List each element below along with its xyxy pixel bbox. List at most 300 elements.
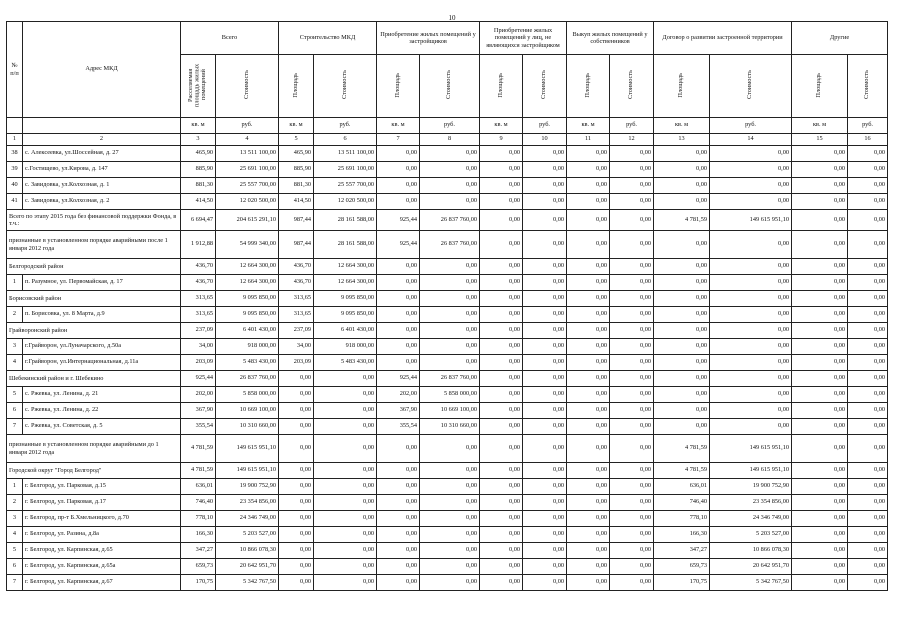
column-number: 16 (848, 134, 888, 146)
cost-cell: 0,00 (314, 463, 377, 479)
cost-cell: 0,00 (610, 575, 654, 591)
cost-cell: 0,00 (848, 511, 888, 527)
area-cell: 313,65 (279, 291, 314, 307)
area-cell: 313,65 (181, 291, 216, 307)
cost-cell: 0,00 (420, 323, 480, 339)
area-cell: 0,00 (654, 419, 710, 435)
cost-cell: 0,00 (610, 435, 654, 463)
cost-cell: 5 203 527,00 (710, 527, 792, 543)
area-cell: 170,75 (181, 575, 216, 591)
table-row (7, 355, 888, 371)
cost-cell: 0,00 (848, 479, 888, 495)
table-row (7, 559, 888, 575)
row-number: 39 (7, 162, 23, 178)
subheader-cost: Стоимость (420, 55, 480, 118)
unit-rub: руб. (314, 118, 377, 134)
cost-cell: 24 346 749,00 (710, 511, 792, 527)
cost-cell: 0,00 (610, 403, 654, 419)
area-cell: 0,00 (377, 435, 420, 463)
cost-cell: 0,00 (314, 387, 377, 403)
area-cell: 881,30 (279, 178, 314, 194)
area-cell: 0,00 (792, 463, 848, 479)
area-cell: 0,00 (654, 291, 710, 307)
unit-area: кв. м (181, 118, 216, 134)
cost-cell: 12 664 300,00 (314, 275, 377, 291)
area-cell: 0,00 (567, 194, 610, 210)
area-cell: 885,90 (279, 162, 314, 178)
area-cell: 203,09 (279, 355, 314, 371)
cost-cell: 5 483 430,00 (216, 355, 279, 371)
table-row (7, 275, 888, 291)
cost-cell: 0,00 (420, 435, 480, 463)
address-cell: с. Ржевка, ул. Ленина, д. 21 (23, 387, 181, 403)
address-cell: с. Завидовка, ул.Колхозная, д. 2 (23, 194, 181, 210)
cost-cell: 0,00 (848, 371, 888, 387)
area-cell: 0,00 (567, 575, 610, 591)
cost-cell: 0,00 (523, 146, 567, 162)
area-cell: 925,44 (377, 231, 420, 259)
area-cell: 0,00 (654, 307, 710, 323)
area-cell: 0,00 (480, 419, 523, 435)
cost-cell: 0,00 (523, 323, 567, 339)
area-cell: 0,00 (480, 259, 523, 275)
area-cell: 0,00 (279, 435, 314, 463)
cost-cell: 0,00 (314, 527, 377, 543)
cost-cell: 0,00 (610, 231, 654, 259)
area-cell: 0,00 (377, 307, 420, 323)
table-row (7, 419, 888, 435)
cost-cell: 0,00 (710, 419, 792, 435)
area-cell: 778,10 (654, 511, 710, 527)
cost-cell: 5 858 000,00 (420, 387, 480, 403)
cost-cell: 0,00 (314, 371, 377, 387)
area-cell: 0,00 (377, 511, 420, 527)
area-cell: 0,00 (279, 371, 314, 387)
row-number: 7 (7, 419, 23, 435)
area-cell: 0,00 (792, 575, 848, 591)
area-cell: 0,00 (567, 479, 610, 495)
address-cell: с.Гостищево, ул.Кирова, д. 147 (23, 162, 181, 178)
cost-cell: 0,00 (523, 371, 567, 387)
area-cell: 202,00 (377, 387, 420, 403)
address-cell: п. Борисовка, ул. 8 Марта, д.9 (23, 307, 181, 323)
column-number: 11 (567, 134, 610, 146)
cost-cell: 0,00 (523, 210, 567, 231)
cost-cell: 0,00 (610, 371, 654, 387)
cost-cell: 24 346 749,00 (216, 511, 279, 527)
section-label: Шебекинский район и г. Шебекино (7, 371, 181, 387)
cost-cell: 0,00 (610, 495, 654, 511)
area-cell: 0,00 (279, 387, 314, 403)
area-cell: 0,00 (480, 543, 523, 559)
cost-cell: 0,00 (523, 419, 567, 435)
section-label: Грайворонский район (7, 323, 181, 339)
area-cell: 0,00 (567, 307, 610, 323)
row-number: 4 (7, 355, 23, 371)
area-cell: 0,00 (654, 259, 710, 275)
column-number: 1 (7, 134, 23, 146)
address-cell: г. Белгород, ул. Карпинская, д.65 (23, 543, 181, 559)
area-cell: 0,00 (654, 231, 710, 259)
area-cell: 170,75 (654, 575, 710, 591)
cost-cell: 23 354 856,00 (216, 495, 279, 511)
area-cell: 0,00 (377, 543, 420, 559)
cost-cell: 0,00 (523, 231, 567, 259)
cost-cell: 0,00 (710, 231, 792, 259)
section-label: Городской округ "Город Белгород" (7, 463, 181, 479)
cost-cell: 25 557 700,00 (314, 178, 377, 194)
area-cell: 0,00 (654, 387, 710, 403)
area-cell: 0,00 (654, 323, 710, 339)
area-cell: 0,00 (480, 495, 523, 511)
area-cell: 0,00 (792, 323, 848, 339)
cost-cell: 0,00 (420, 146, 480, 162)
area-cell: 0,00 (567, 495, 610, 511)
cost-cell: 0,00 (314, 511, 377, 527)
cost-cell: 12 664 300,00 (216, 259, 279, 275)
section-label: Белгородский район (7, 259, 181, 275)
table-row (7, 178, 888, 194)
table-row (7, 527, 888, 543)
column-number: 8 (420, 134, 480, 146)
address-cell: г. Белгород, ул. Карпинская, д.65а (23, 559, 181, 575)
unit-area: кв. м (279, 118, 314, 134)
unit-cell (23, 118, 181, 134)
cost-cell: 0,00 (523, 495, 567, 511)
table-row (7, 307, 888, 323)
cost-cell: 0,00 (848, 194, 888, 210)
area-cell: 0,00 (480, 387, 523, 403)
cost-cell: 0,00 (420, 194, 480, 210)
area-cell: 0,00 (480, 291, 523, 307)
area-cell: 0,00 (567, 323, 610, 339)
cost-cell: 0,00 (710, 323, 792, 339)
cost-cell: 0,00 (420, 355, 480, 371)
cost-cell: 0,00 (314, 559, 377, 575)
subheader-cost: Стоимость (523, 55, 567, 118)
area-cell: 0,00 (567, 559, 610, 575)
cost-cell: 0,00 (610, 511, 654, 527)
cost-cell: 0,00 (848, 275, 888, 291)
row-number: 6 (7, 403, 23, 419)
address-cell: г. Белгород, ул. Парковая, д.17 (23, 495, 181, 511)
cost-cell: 0,00 (523, 479, 567, 495)
table-row (7, 323, 888, 339)
cost-cell: 0,00 (314, 495, 377, 511)
area-cell: 0,00 (480, 355, 523, 371)
table-row (7, 146, 888, 162)
cost-cell: 0,00 (710, 275, 792, 291)
cost-cell: 0,00 (523, 259, 567, 275)
row-number: 3 (7, 339, 23, 355)
area-cell: 0,00 (567, 463, 610, 479)
area-cell: 313,65 (181, 307, 216, 323)
area-cell: 237,09 (279, 323, 314, 339)
cost-cell: 0,00 (523, 511, 567, 527)
column-number: 15 (792, 134, 848, 146)
unit-rub: руб. (610, 118, 654, 134)
area-cell: 0,00 (279, 511, 314, 527)
area-cell: 465,90 (279, 146, 314, 162)
cost-cell: 0,00 (848, 419, 888, 435)
cost-cell: 0,00 (610, 559, 654, 575)
area-cell: 0,00 (480, 194, 523, 210)
area-cell: 4 781,59 (181, 435, 216, 463)
cost-cell: 9 095 850,00 (216, 307, 279, 323)
cost-cell: 0,00 (710, 371, 792, 387)
cost-cell: 0,00 (848, 146, 888, 162)
cost-cell: 0,00 (523, 387, 567, 403)
table-row (7, 231, 888, 259)
area-cell: 778,10 (181, 511, 216, 527)
cost-cell: 0,00 (420, 162, 480, 178)
subheader-area: Площадь (377, 55, 420, 118)
area-cell: 34,00 (279, 339, 314, 355)
cost-cell: 0,00 (610, 527, 654, 543)
area-cell: 0,00 (567, 387, 610, 403)
area-cell: 0,00 (480, 162, 523, 178)
cost-cell: 0,00 (848, 387, 888, 403)
area-cell: 0,00 (567, 162, 610, 178)
cost-cell: 0,00 (420, 291, 480, 307)
area-cell: 0,00 (377, 339, 420, 355)
cost-cell: 0,00 (523, 339, 567, 355)
area-cell: 0,00 (377, 479, 420, 495)
area-cell: 0,00 (279, 559, 314, 575)
table-row (7, 511, 888, 527)
area-cell: 746,40 (654, 495, 710, 511)
area-cell: 166,30 (654, 527, 710, 543)
row-number: 2 (7, 495, 23, 511)
cost-cell: 23 354 856,00 (710, 495, 792, 511)
area-cell: 0,00 (792, 259, 848, 275)
cost-cell: 0,00 (848, 527, 888, 543)
unit-area: кв. м (654, 118, 710, 134)
row-number: 5 (7, 543, 23, 559)
table-row (7, 339, 888, 355)
area-cell: 0,00 (567, 231, 610, 259)
area-cell: 0,00 (377, 323, 420, 339)
area-cell: 0,00 (792, 146, 848, 162)
area-cell: 0,00 (567, 543, 610, 559)
row-number: 1 (7, 479, 23, 495)
subheader-area: Площадь (654, 55, 710, 118)
cost-cell: 0,00 (523, 543, 567, 559)
subheader-cost: Стоимость (610, 55, 654, 118)
cost-cell: 0,00 (848, 339, 888, 355)
area-cell: 925,44 (377, 371, 420, 387)
cost-cell: 9 095 850,00 (314, 307, 377, 323)
unit-rub: руб. (848, 118, 888, 134)
cost-cell: 0,00 (523, 559, 567, 575)
area-cell: 0,00 (567, 355, 610, 371)
cost-cell: 0,00 (848, 355, 888, 371)
table-row (7, 387, 888, 403)
area-cell: 0,00 (792, 511, 848, 527)
cost-cell: 19 900 752,90 (710, 479, 792, 495)
area-cell: 414,50 (181, 194, 216, 210)
area-cell: 0,00 (377, 463, 420, 479)
cost-cell: 0,00 (523, 527, 567, 543)
table-row (7, 403, 888, 419)
cost-cell: 10 310 660,00 (420, 419, 480, 435)
area-cell: 6 694,47 (181, 210, 216, 231)
cost-cell: 918 000,00 (314, 339, 377, 355)
area-cell: 436,70 (181, 259, 216, 275)
area-cell: 0,00 (792, 527, 848, 543)
area-cell: 436,70 (279, 275, 314, 291)
cost-cell: 0,00 (610, 355, 654, 371)
row-number: 3 (7, 511, 23, 527)
area-cell: 0,00 (377, 194, 420, 210)
area-cell: 313,65 (279, 307, 314, 323)
cost-cell: 28 161 588,00 (314, 210, 377, 231)
row-number: 38 (7, 146, 23, 162)
area-cell: 0,00 (792, 339, 848, 355)
table-row (7, 194, 888, 210)
cost-cell: 0,00 (420, 479, 480, 495)
unit-area: кв. м (377, 118, 420, 134)
cost-cell: 25 557 700,00 (216, 178, 279, 194)
area-cell: 0,00 (567, 210, 610, 231)
address-cell: п. Разумное, ул. Первомайская, д. 17 (23, 275, 181, 291)
table-row (7, 210, 888, 231)
area-cell: 0,00 (377, 146, 420, 162)
table-row (7, 463, 888, 479)
cost-cell: 0,00 (420, 559, 480, 575)
table-row (7, 291, 888, 307)
area-cell: 0,00 (654, 355, 710, 371)
area-cell: 0,00 (480, 527, 523, 543)
area-cell: 465,90 (181, 146, 216, 162)
area-cell: 0,00 (377, 559, 420, 575)
area-cell: 987,44 (279, 210, 314, 231)
cost-cell: 0,00 (314, 435, 377, 463)
area-cell: 0,00 (480, 146, 523, 162)
area-cell: 987,44 (279, 231, 314, 259)
area-cell: 0,00 (567, 291, 610, 307)
column-number: 2 (23, 134, 181, 146)
cost-cell: 0,00 (523, 355, 567, 371)
header-group-total: Всего (181, 22, 279, 55)
subheader-area: Площадь (480, 55, 523, 118)
cost-cell: 0,00 (610, 307, 654, 323)
area-cell: 925,44 (377, 210, 420, 231)
cost-cell: 0,00 (420, 543, 480, 559)
area-cell: 166,30 (181, 527, 216, 543)
cost-cell: 26 837 760,00 (420, 371, 480, 387)
area-cell: 4 781,59 (654, 435, 710, 463)
address-cell: с. Завидовка, ул.Колхозная, д. 1 (23, 178, 181, 194)
cost-cell: 19 900 752,90 (216, 479, 279, 495)
header-group-non-developers: Приобретение жилых помещений у лиц, не являющихся застройщиком (480, 22, 567, 55)
area-cell: 0,00 (480, 463, 523, 479)
housing-table (6, 21, 888, 591)
area-cell: 636,01 (181, 479, 216, 495)
cost-cell: 9 095 850,00 (216, 291, 279, 307)
cost-cell: 0,00 (420, 307, 480, 323)
area-cell: 0,00 (567, 275, 610, 291)
cost-cell: 0,00 (610, 146, 654, 162)
cost-cell: 5 203 527,00 (216, 527, 279, 543)
cost-cell: 12 020 500,00 (314, 194, 377, 210)
row-number: 1 (7, 275, 23, 291)
cost-cell: 149 615 951,10 (710, 210, 792, 231)
cost-cell: 0,00 (523, 194, 567, 210)
cost-cell: 0,00 (848, 495, 888, 511)
area-cell: 237,09 (181, 323, 216, 339)
area-cell: 0,00 (480, 178, 523, 194)
row-number: 4 (7, 527, 23, 543)
area-cell: 0,00 (792, 307, 848, 323)
cost-cell: 0,00 (710, 194, 792, 210)
subheader-cost: Стоимость (848, 55, 888, 118)
cost-cell: 0,00 (314, 403, 377, 419)
area-cell: 0,00 (792, 435, 848, 463)
address-cell: г.Грайворон, ул.Интернациональная, д.11а (23, 355, 181, 371)
unit-cell (7, 118, 23, 134)
cost-cell: 25 691 100,00 (314, 162, 377, 178)
cost-cell: 149 615 951,10 (710, 435, 792, 463)
unit-rub: руб. (523, 118, 567, 134)
subheader-cost: Стоимость (314, 55, 377, 118)
area-cell: 881,30 (181, 178, 216, 194)
area-cell: 746,40 (181, 495, 216, 511)
header-group-construction: Строительство МКД (279, 22, 377, 55)
cost-cell: 0,00 (610, 259, 654, 275)
area-cell: 203,09 (181, 355, 216, 371)
area-cell: 0,00 (654, 194, 710, 210)
area-cell: 4 781,59 (654, 210, 710, 231)
area-cell: 0,00 (480, 210, 523, 231)
area-cell: 0,00 (480, 511, 523, 527)
area-cell: 0,00 (480, 231, 523, 259)
cost-cell: 20 642 951,70 (710, 559, 792, 575)
column-number: 5 (279, 134, 314, 146)
cost-cell: 0,00 (848, 259, 888, 275)
area-cell: 0,00 (480, 323, 523, 339)
area-cell: 0,00 (792, 559, 848, 575)
area-cell: 636,01 (654, 479, 710, 495)
cost-cell: 5 483 430,00 (314, 355, 377, 371)
column-number: 4 (216, 134, 279, 146)
cost-cell: 0,00 (523, 307, 567, 323)
area-cell: 0,00 (480, 307, 523, 323)
cost-cell: 0,00 (848, 543, 888, 559)
area-cell: 0,00 (567, 339, 610, 355)
cost-cell: 10 866 078,30 (216, 543, 279, 559)
area-cell: 0,00 (792, 479, 848, 495)
subheader-area: Площадь (792, 55, 848, 118)
area-cell: 0,00 (279, 419, 314, 435)
address-cell: с. Ржевка, ул. Ленина, д. 22 (23, 403, 181, 419)
cost-cell: 0,00 (314, 575, 377, 591)
cost-cell: 0,00 (610, 291, 654, 307)
column-number: 12 (610, 134, 654, 146)
table-row (7, 575, 888, 591)
cost-cell: 0,00 (848, 559, 888, 575)
cost-cell: 0,00 (523, 291, 567, 307)
cost-cell: 0,00 (610, 275, 654, 291)
header-group-development-contract: Договор о развитии застроенной территории (654, 22, 792, 55)
table-row (7, 162, 888, 178)
area-cell: 0,00 (279, 403, 314, 419)
cost-cell: 0,00 (523, 435, 567, 463)
area-cell: 0,00 (654, 162, 710, 178)
unit-area: кв. м (792, 118, 848, 134)
area-cell: 925,44 (181, 371, 216, 387)
cost-cell: 0,00 (420, 339, 480, 355)
